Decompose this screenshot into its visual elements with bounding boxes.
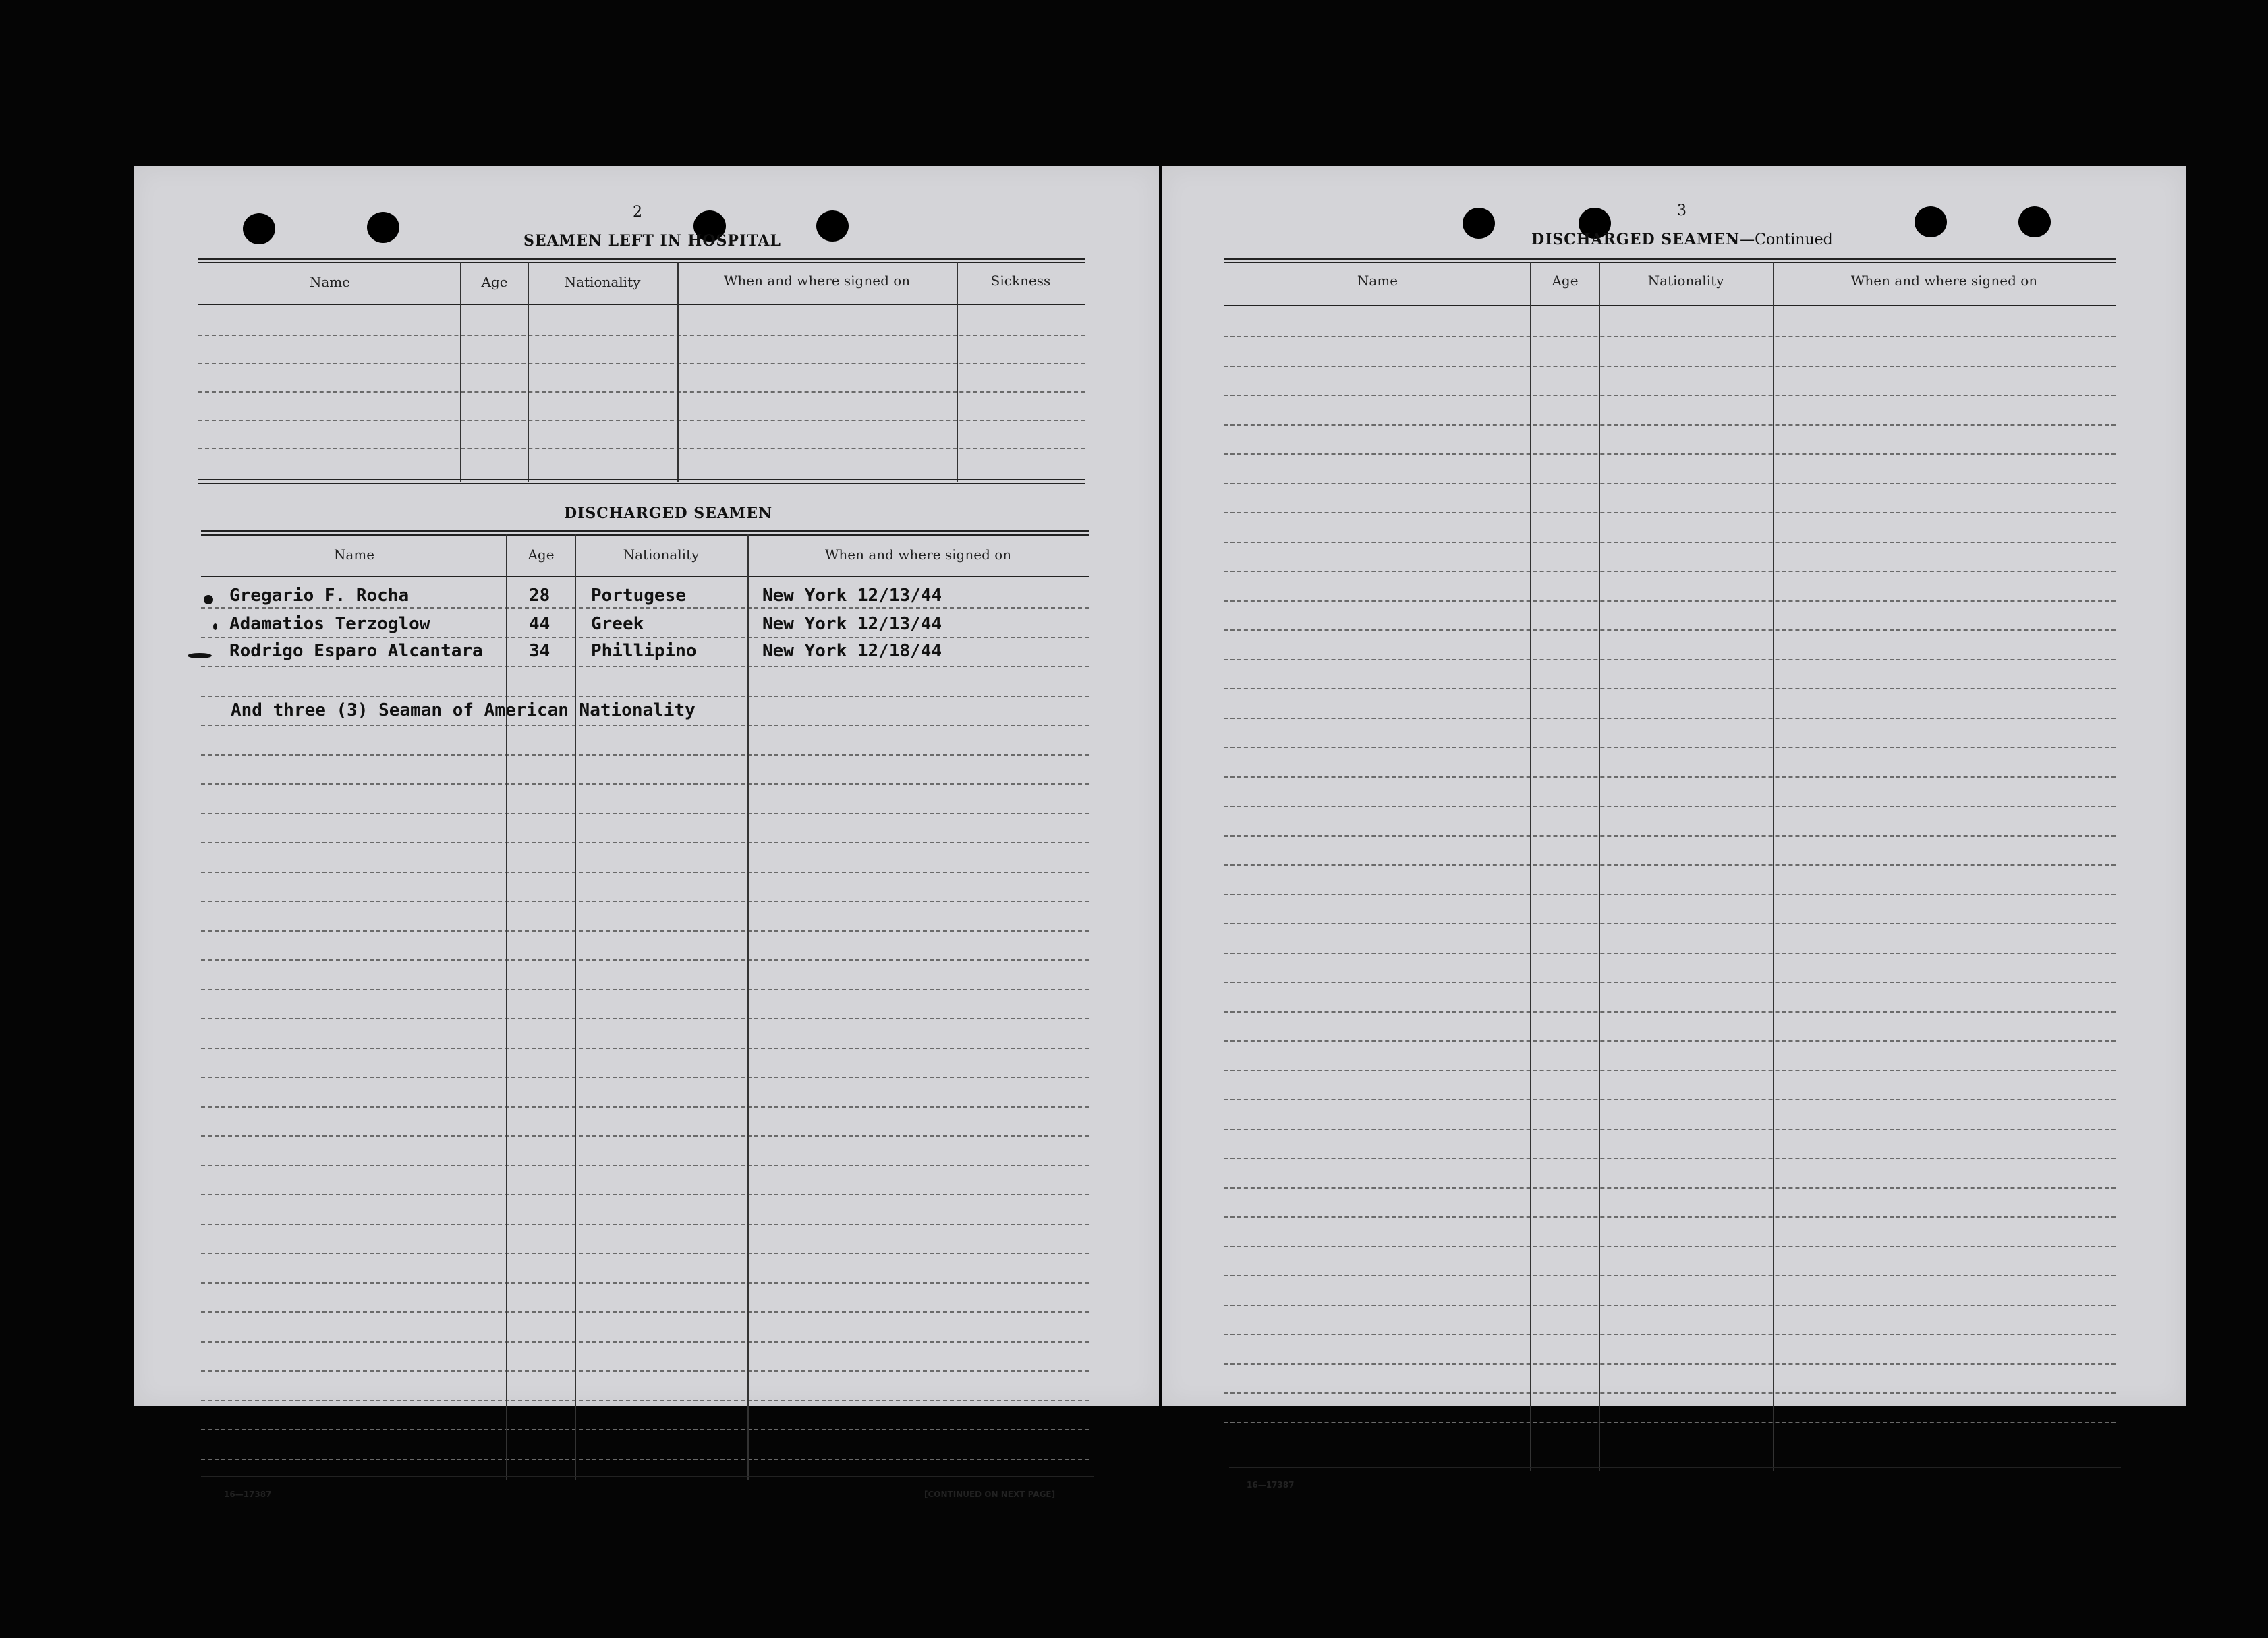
ruled-line [201, 607, 1089, 609]
section-rule [198, 483, 1085, 484]
ruled-line [1224, 1275, 2116, 1276]
ruled-line [1224, 395, 2116, 396]
ruled-line [201, 1106, 1089, 1108]
ruled-line [201, 1311, 1089, 1313]
punch-hole [816, 210, 849, 242]
ruled-line [1224, 835, 2116, 837]
ruled-line [201, 1429, 1089, 1430]
punch-hole [243, 213, 275, 244]
column-header-nationality: Nationality [1647, 273, 1724, 289]
ruled-line [198, 420, 1085, 421]
ruled-line [1224, 718, 2116, 719]
header-rule [198, 262, 1085, 263]
ruled-line [1224, 1187, 2116, 1189]
punch-hole [2018, 206, 2051, 237]
ruled-line [201, 1224, 1089, 1225]
ruled-line [1224, 659, 2116, 660]
page-number: 2 [633, 204, 642, 221]
column-header-rule [1224, 305, 2116, 306]
column-header-name: Name [333, 546, 375, 563]
bottom-rule [1229, 1467, 2121, 1468]
ruled-line [201, 959, 1089, 961]
seaman-signed-on: New York 12/13/44 [762, 586, 942, 606]
ruled-line [1224, 1158, 2116, 1159]
seaman-age: 34 [529, 641, 550, 661]
ruled-line [201, 637, 1089, 638]
ruled-line [1224, 1334, 2116, 1335]
ruled-line [198, 448, 1085, 449]
seaman-signed-on: New York 12/13/44 [762, 614, 942, 634]
section-rule [198, 479, 1085, 480]
header-rule [1224, 258, 2116, 260]
column-header-name: Name [309, 274, 351, 290]
ruled-line [1224, 1070, 2116, 1071]
ruled-line [1224, 1422, 2116, 1423]
ruled-line [1224, 894, 2116, 895]
ruled-line [201, 1165, 1089, 1166]
title-text: DISCHARGED SEAMEN [1531, 231, 1740, 248]
ruled-line [1224, 1246, 2116, 1247]
ruled-line [1224, 1099, 2116, 1100]
ruled-line [201, 842, 1089, 843]
ruled-line [1224, 424, 2116, 426]
discharged-note: And three (3) Seaman of American Nationality [231, 700, 696, 721]
column-header-signed-on: When and where signed on [1850, 273, 2038, 289]
ruled-line [201, 666, 1089, 667]
ruled-line [1224, 571, 2116, 572]
ruled-line [201, 1341, 1089, 1343]
ruled-line [1224, 600, 2116, 602]
ruled-line [201, 1135, 1089, 1137]
seaman-name: Gregario F. Rocha [229, 586, 409, 606]
seaman-age: 44 [529, 614, 550, 634]
header-rule [201, 530, 1089, 532]
ruled-line [1224, 483, 2116, 484]
ruled-line [201, 989, 1089, 990]
header-rule [198, 258, 1085, 260]
title-suffix: —Continued [1740, 231, 1833, 248]
ruled-line [201, 1194, 1089, 1195]
ruled-line [1224, 542, 2116, 543]
ruled-line [1224, 629, 2116, 631]
bottom-rule [201, 1476, 1094, 1477]
ruled-line [198, 391, 1085, 393]
hospital-section-title: SEAMEN LEFT IN HOSPITAL [523, 232, 781, 250]
punch-hole [367, 212, 399, 243]
ink-mark [204, 595, 213, 604]
header-rule [1224, 262, 2116, 263]
ruled-line [201, 930, 1089, 932]
ruled-line [1224, 1305, 2116, 1306]
ruled-line [201, 1459, 1089, 1460]
column-divider [575, 534, 576, 1480]
form-number: 16—17387 [1247, 1480, 1295, 1490]
ruled-line [201, 872, 1089, 873]
ruled-line [1224, 982, 2116, 983]
column-divider [957, 262, 958, 482]
seaman-signed-on: New York 12/18/44 [762, 641, 942, 661]
column-divider [528, 262, 529, 482]
ruled-line [1224, 1040, 2116, 1042]
form-number: 16—17387 [224, 1490, 272, 1499]
column-header-age: Age [528, 546, 555, 563]
column-header-rule [201, 576, 1089, 577]
column-header-nationality: Nationality [623, 546, 700, 563]
seaman-nationality: Phillipino [591, 641, 697, 661]
ruled-line [201, 1253, 1089, 1254]
seaman-nationality: Portugese [591, 586, 686, 606]
ruled-line [201, 754, 1089, 756]
continued-note: [CONTINUED ON NEXT PAGE] [924, 1490, 1056, 1499]
column-header-name: Name [1357, 273, 1398, 289]
discharged-section-title: DISCHARGED SEAMEN [564, 505, 773, 522]
column-divider [1773, 262, 1774, 1471]
column-divider [506, 534, 507, 1480]
page-number: 3 [1677, 202, 1686, 219]
ruled-line [1224, 1363, 2116, 1365]
ruled-line [201, 1018, 1089, 1019]
ruled-line [1224, 336, 2116, 337]
ruled-line [1224, 953, 2116, 954]
ink-mark [213, 623, 217, 630]
ruled-line [201, 1370, 1089, 1372]
seaman-nationality: Greek [591, 614, 644, 634]
column-divider [1599, 262, 1600, 1471]
ruled-line [1224, 1129, 2116, 1130]
ink-mark [188, 653, 212, 658]
ruled-line [201, 1282, 1089, 1284]
ruled-line [1224, 1216, 2116, 1218]
ruled-line [201, 1400, 1089, 1401]
column-divider [1530, 262, 1531, 1471]
column-divider [677, 262, 679, 482]
header-rule [201, 534, 1089, 536]
seaman-name: Adamatios Terzoglow [229, 614, 430, 634]
column-header-age: Age [481, 274, 508, 290]
ruled-line [201, 783, 1089, 785]
column-header-nationality: Nationality [564, 274, 641, 290]
ruled-line [1224, 1011, 2116, 1013]
ruled-line [1224, 366, 2116, 367]
ruled-line [1224, 512, 2116, 513]
ruled-line [1224, 923, 2116, 924]
ruled-line [198, 335, 1085, 336]
column-header-sickness: Sickness [990, 273, 1051, 289]
right-page [1162, 166, 2186, 1490]
ruled-line [1224, 776, 2116, 778]
column-header-rule [198, 304, 1085, 305]
column-divider [460, 262, 461, 482]
ruled-line [201, 901, 1089, 902]
ruled-line [1224, 688, 2116, 689]
ruled-line [201, 813, 1089, 814]
ruled-line [1224, 747, 2116, 748]
seaman-age: 28 [529, 586, 550, 606]
column-header-signed-on: When and where signed on [723, 273, 911, 289]
ruled-line [198, 363, 1085, 364]
discharged-continued-title [1531, 231, 1833, 248]
ruled-line [1224, 864, 2116, 866]
column-header-signed-on: When and where signed on [824, 546, 1012, 563]
column-divider [747, 534, 749, 1480]
ruled-line [201, 696, 1089, 697]
ruled-line [1224, 1392, 2116, 1394]
ruled-line [1224, 806, 2116, 807]
ruled-line [201, 725, 1089, 726]
ruled-line [201, 1077, 1089, 1078]
punch-hole [1915, 206, 1947, 237]
ruled-line [201, 1048, 1089, 1049]
left-page [134, 166, 1159, 1499]
ruled-line [1224, 453, 2116, 455]
column-header-age: Age [1552, 273, 1579, 289]
seaman-name: Rodrigo Esparo Alcantara [229, 641, 483, 661]
punch-hole [1463, 208, 1495, 239]
